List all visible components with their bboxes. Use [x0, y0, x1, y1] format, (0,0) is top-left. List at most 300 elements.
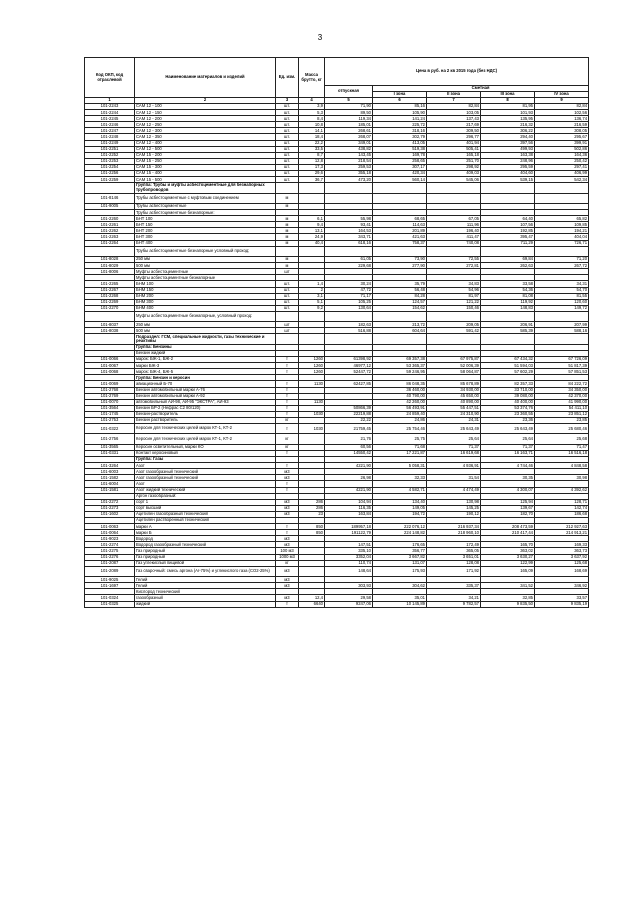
cell-release-price: 29,58	[325, 595, 373, 601]
cell-weight: 6640	[299, 601, 325, 607]
cell-weight: 13,1	[299, 228, 325, 234]
cell-zone-2: 45 650,00	[427, 393, 481, 399]
cell-zone-2: 545,06	[427, 177, 481, 183]
cell-code: 101-2254	[85, 164, 135, 170]
cell-code: 101-8037	[85, 322, 135, 328]
cell-zone-3: 107,56	[481, 222, 535, 228]
cell-weight: 3,9	[299, 104, 325, 110]
cell-zone-1: 85,16	[373, 104, 427, 110]
cell-weight: 8,7	[299, 152, 325, 158]
cell-zone-4: 16 516,18	[535, 450, 589, 456]
cell-code	[85, 246, 135, 256]
cell-release-price: 335,10	[325, 548, 373, 554]
cell-code: 101-2259	[85, 177, 135, 183]
cell-unit: т	[276, 405, 299, 411]
cell-name: САМ 12 - 350	[135, 134, 276, 140]
column-number: 3	[276, 98, 299, 104]
cell-release-price: 516,88	[325, 328, 373, 334]
cell-unit: т	[276, 450, 299, 456]
cell-code: 101-1697	[85, 583, 135, 589]
cell-zone-3: 135,95	[481, 116, 535, 122]
cell-zone-3: 4 744,46	[481, 463, 535, 469]
cell-code: 101-3564	[85, 405, 135, 411]
cell-weight: 12,4	[299, 595, 325, 601]
cell-zone-2: 145,25	[427, 505, 481, 511]
cell-zone-2: 9 782,57	[427, 601, 481, 607]
cell-zone-4: 34,31	[535, 281, 589, 287]
cell-zone-1: 277,90	[373, 263, 427, 269]
cell-zone-4: 164,36	[535, 152, 589, 158]
cell-zone-1: 35,79	[373, 281, 427, 287]
cell-unit: шт.	[276, 146, 299, 152]
cell-zone-2: 505,41	[427, 146, 481, 152]
cell-release-price: 438,82	[325, 146, 373, 152]
cell-zone-1: 131,07	[373, 560, 427, 566]
cell-zone-4: 542,34	[535, 177, 589, 183]
cell-zone-4: 346,92	[535, 583, 589, 589]
header-release-price: отпускная	[325, 86, 373, 98]
cell-name: марок: БЖ-4, БЖ-5	[135, 369, 276, 375]
cell-code: 101-6004	[85, 481, 135, 487]
cell-unit: шт	[276, 269, 299, 275]
cell-name: САМ 12 - 300	[135, 128, 276, 134]
cell-zone-2	[427, 193, 481, 203]
cell-zone-4: 168,69	[535, 566, 589, 576]
table-body	[85, 104, 589, 608]
cell-code: 101-2251	[85, 146, 135, 152]
cell-zone-2: 52 006,39	[427, 363, 481, 369]
cell-unit: м3	[276, 511, 299, 517]
cell-unit: т	[276, 524, 299, 530]
cell-unit	[276, 311, 299, 321]
cell-release-price: 22219,88	[325, 411, 373, 417]
cell-unit: м3	[276, 505, 299, 511]
cell-code: 101-2245	[85, 116, 135, 122]
cell-zone-2: 85 678,89	[427, 381, 481, 387]
cell-unit: шт.	[276, 299, 299, 305]
cell-zone-4: 23,85	[535, 417, 589, 423]
cell-zone-2: 130,98	[427, 499, 481, 505]
cell-code: 101-8146	[85, 193, 135, 203]
cell-zone-3: 499,93	[481, 146, 535, 152]
cell-release-price: 229,68	[325, 263, 373, 269]
cell-code: 101-2275	[85, 548, 135, 554]
cell-zone-3	[481, 311, 535, 321]
cell-zone-3: 67 434,32	[481, 357, 535, 363]
cell-release-price: 46977,12	[325, 363, 373, 369]
cell-name: САМ 12 - 150	[135, 110, 276, 116]
cell-release-price: 55,98	[325, 216, 373, 222]
cell-zone-1: 69 357,38	[373, 357, 427, 363]
cell-weight: 1130	[299, 399, 325, 405]
cell-name: Гелий	[135, 583, 276, 589]
cell-code: 101-0325	[85, 601, 135, 607]
cell-release-price: 473,20	[325, 177, 373, 183]
cell-zone-1: 421,63	[373, 234, 427, 240]
cell-zone-2: 81,97	[427, 293, 481, 299]
cell-zone-3: 165,70	[481, 542, 535, 548]
cell-name: САМ 12 - 500	[135, 146, 276, 152]
cell-unit: т	[276, 393, 299, 399]
cell-code: 101-2087	[85, 560, 135, 566]
cell-unit: т	[276, 357, 299, 363]
cell-name: САМ 12 - 200	[135, 116, 276, 122]
cell-name: Кислород технический	[135, 589, 276, 595]
cell-zone-4	[535, 246, 589, 256]
cell-name: Газ углекислый пищевой	[135, 560, 276, 566]
cell-name: 500 мм	[135, 328, 276, 334]
cell-code: 101-9023	[85, 536, 135, 542]
cell-release-price: 110,74	[325, 560, 373, 566]
cell-name: САМ 15 - 300	[135, 164, 276, 170]
table-row	[85, 601, 589, 607]
cell-weight: 1260	[299, 369, 325, 375]
cell-zone-1: 169,78	[373, 152, 427, 158]
cell-zone-2: 72,55	[427, 257, 481, 263]
cell-weight: 8,4	[299, 116, 325, 122]
cell-weight: 6,1	[299, 216, 325, 222]
cell-code: 101-8006	[85, 269, 135, 275]
cell-zone-3: 206,91	[481, 322, 535, 328]
cell-unit: т	[276, 411, 299, 417]
cell-release-price	[325, 311, 373, 321]
column-number: 4	[299, 98, 325, 104]
cell-zone-2: 121,22	[427, 299, 481, 305]
cell-weight: 29,6	[299, 171, 325, 177]
cell-name: БНМ 300	[135, 299, 276, 305]
cell-zone-3: 9 835,50	[481, 601, 535, 607]
cell-zone-3: 71,37	[481, 444, 535, 450]
cell-zone-1: 36 460,00	[373, 387, 427, 393]
cell-zone-3: 216,32	[481, 122, 535, 128]
cell-zone-1: 32,33	[373, 475, 427, 481]
cell-code: 101-2753	[85, 417, 135, 423]
cell-name: Газ сварочный: смесь аргона (Ar-75%) и углекислого газа (CO2-25%)	[135, 566, 276, 576]
cell-zone-3: 585,39	[481, 328, 535, 334]
cell-zone-4: 128,71	[535, 499, 589, 505]
cell-weight: 1130	[299, 381, 325, 387]
cell-zone-2: 409,03	[427, 171, 481, 177]
cell-zone-2: 365,05	[427, 548, 481, 554]
cell-unit: шт	[276, 328, 299, 334]
cell-release-price: 9247,06	[325, 601, 373, 607]
cell-zone-4: 207,99	[535, 322, 589, 328]
cell-zone-3: 82 357,33	[481, 381, 535, 387]
cell-release-price: 52447,72	[325, 369, 373, 375]
cell-release-price: 61,05	[325, 257, 373, 263]
cell-unit: шт.	[276, 171, 299, 177]
cell-zone-1: 224 148,82	[373, 530, 427, 536]
cell-unit: т	[276, 363, 299, 369]
cell-zone-1: 17 221,87	[373, 450, 427, 456]
cell-unit: 100 м3	[276, 548, 299, 554]
cell-zone-1: 25 754,46	[373, 424, 427, 434]
cell-zone-4: 267,72	[535, 263, 589, 269]
cell-unit: шт.	[276, 281, 299, 287]
cell-code: 101-2756	[85, 434, 135, 444]
cell-zone-2: 740,08	[427, 240, 481, 246]
cell-code: 101-2268	[85, 293, 135, 299]
cell-zone-1: 56 493,91	[373, 405, 427, 411]
cell-release-price: 618,16	[325, 240, 373, 246]
cell-zone-2: 25 643,49	[427, 424, 481, 434]
cell-zone-4: 404,04	[535, 234, 589, 240]
cell-code: 101-2252	[85, 152, 135, 158]
cell-zone-4: 297,41	[535, 164, 589, 170]
cell-zone-3: 294,40	[481, 134, 535, 140]
cell-code: 101-2267	[85, 287, 135, 293]
cell-weight: 1260	[299, 357, 325, 363]
cell-zone-3: 122,99	[481, 560, 535, 566]
cell-zone-4: 25,68	[535, 434, 589, 444]
cell-weight: 5,1	[299, 299, 325, 305]
cell-name: САМ 15 - 400	[135, 171, 276, 177]
cell-name: газообразный	[135, 595, 276, 601]
cell-code: 101-2265	[85, 281, 135, 287]
cell-zone-2: 34,21	[427, 595, 481, 601]
cell-zone-3: 40 400,00	[481, 399, 535, 405]
cell-zone-4: 406,99	[535, 171, 589, 177]
cell-zone-2: 209,05	[427, 322, 481, 328]
cell-zone-1: 124,57	[373, 299, 427, 305]
cell-zone-4	[535, 183, 589, 193]
cell-zone-4: 23 851,12	[535, 411, 589, 417]
cell-weight: 40,4	[299, 240, 325, 246]
cell-weight: 1030	[299, 424, 325, 434]
cell-zone-1: 24,86	[373, 417, 427, 423]
cell-release-price: 259,53	[325, 164, 373, 170]
cell-zone-2: 34,83	[427, 281, 481, 287]
cell-code: 101-2253	[85, 158, 135, 164]
cell-weight: 286	[299, 505, 325, 511]
cell-name: Муфты асбестоцементные безнапорные, условный проход:	[135, 311, 276, 321]
cell-name: БНТ 400	[135, 240, 276, 246]
cell-zone-2: 67,05	[427, 216, 481, 222]
cell-name: Трубы асбестоцементные	[135, 204, 276, 210]
cell-zone-4: 502,86	[535, 146, 589, 152]
column-number: 9	[535, 98, 589, 104]
cell-zone-4: 67 726,09	[535, 357, 589, 363]
cell-release-price: 71,90	[325, 104, 373, 110]
cell-release-price: 30,24	[325, 281, 373, 287]
cell-unit	[276, 334, 299, 344]
cell-unit: шт.	[276, 110, 299, 116]
cell-zone-1: 413,05	[373, 140, 427, 146]
cell-name: САМ 12 - 400	[135, 140, 276, 146]
cell-unit: шт.	[276, 140, 299, 146]
cell-release-price: 189957,18	[325, 524, 373, 530]
cell-zone-4: 25 680,46	[535, 424, 589, 434]
cell-name: БНТ 150	[135, 222, 276, 228]
cell-zone-3: 69,84	[481, 257, 535, 263]
cell-zone-4: 81,55	[535, 293, 589, 299]
cell-zone-1: 201,89	[373, 228, 427, 234]
cell-zone-4: 4 392,62	[535, 487, 589, 493]
cell-zone-1: 258,65	[373, 158, 427, 164]
cell-unit: т	[276, 463, 299, 469]
cell-code: 101-0069	[85, 381, 135, 387]
cell-release-price	[325, 193, 373, 203]
cell-release-price: 61398,92	[325, 357, 373, 363]
cell-name: Бензин автомобильный марки А-76	[135, 387, 276, 393]
cell-code: 101-2260	[85, 216, 135, 222]
cell-zone-1	[373, 193, 427, 203]
cell-zone-2: 217,69	[427, 122, 481, 128]
cell-zone-4: 169,33	[535, 542, 589, 548]
cell-name: Азот газообразный технический	[135, 469, 276, 475]
cell-zone-2: 31,54	[427, 475, 481, 481]
table-row	[85, 193, 589, 203]
cell-name: САМ 12 - 100	[135, 104, 276, 110]
cell-zone-4: 194,21	[535, 228, 589, 234]
header-estimate: Сметная	[373, 86, 589, 92]
cell-release-price: 89,50	[325, 110, 373, 116]
cell-weight: 3,1	[299, 293, 325, 299]
cell-zone-4: 726,71	[535, 240, 589, 246]
cell-name: Керосин для технических целей марок КТ-1, КТ-2	[135, 434, 276, 444]
cell-code: 101-0070	[85, 399, 135, 405]
cell-weight: 2	[299, 287, 325, 293]
cell-unit: 1000 м3	[276, 554, 299, 560]
cell-name: Азот газообразный технический	[135, 475, 276, 481]
cell-name: Азот	[135, 481, 276, 487]
cell-release-price	[325, 334, 373, 344]
cell-weight: 12,8	[299, 158, 325, 164]
cell-zone-4: 71,20	[535, 257, 589, 263]
cell-unit: кг	[276, 560, 299, 566]
cell-code: 101-2274	[85, 542, 135, 548]
cell-release-price: 349,01	[325, 140, 373, 146]
cell-zone-1: 420,34	[373, 171, 427, 177]
column-number: 5	[325, 98, 373, 104]
cell-zone-3: 23,36	[481, 417, 535, 423]
header-code: Код ОКП, код отраслевой	[85, 58, 135, 98]
cell-zone-1: 40 790,00	[373, 393, 427, 399]
cell-release-price	[325, 183, 373, 193]
cell-unit: м3	[276, 499, 299, 505]
cell-name: Бензин-растворитель	[135, 411, 276, 417]
cell-name: БНМ 200	[135, 293, 276, 299]
cell-zone-4: 30,98	[535, 475, 589, 481]
cell-code: 101-9005	[85, 204, 135, 210]
header-zone-4: IV зона	[535, 92, 589, 98]
section-row	[85, 334, 589, 344]
cell-name: Группа: Бензины	[135, 344, 276, 350]
cell-name: САМ 12 - 250	[135, 122, 276, 128]
cell-zone-1: 213,72	[373, 322, 427, 328]
cell-unit: т	[276, 369, 299, 375]
cell-zone-2: 25,64	[427, 434, 481, 444]
header-unit: Ед. изм.	[276, 58, 299, 98]
cell-release-price: 191122,79	[325, 530, 373, 536]
cell-unit: м3	[276, 583, 299, 589]
cell-zone-2: 272,81	[427, 263, 481, 269]
cell-weight: 1260	[299, 363, 325, 369]
cell-zone-4: 9 835,19	[535, 601, 589, 607]
cell-name: Трубы асбестоцементные безнапорные условный проход:	[135, 246, 276, 256]
cell-code: 101-8029	[85, 263, 135, 269]
cell-name: марок: БЖ-1, БЖ-2	[135, 357, 276, 363]
cell-zone-1: 24 859,40	[373, 411, 427, 417]
cell-name: БНТ 300	[135, 234, 276, 240]
cell-zone-3: 125,94	[481, 499, 535, 505]
cell-zone-2: 111,96	[427, 222, 481, 228]
cell-release-price: 71,17	[325, 293, 373, 299]
cell-code: 101-2768	[85, 387, 135, 393]
cell-zone-4: 4 848,58	[535, 463, 589, 469]
cell-code: 101-2244	[85, 110, 135, 116]
cell-code: 101-1582	[85, 475, 135, 481]
cell-weight: 23	[299, 511, 325, 517]
cell-unit: м	[276, 257, 299, 263]
cell-unit: шт	[276, 322, 299, 328]
cell-code: 101-2256	[85, 171, 135, 177]
cell-zone-3: 101,93	[481, 110, 535, 116]
cell-zone-2: 218 960,10	[427, 530, 481, 536]
cell-zone-4: 41 990,00	[535, 399, 589, 405]
cell-name: сорт 1	[135, 499, 276, 505]
cell-zone-3	[481, 183, 535, 193]
cell-name: Трубы асбестоцементные с муфтовым соединением	[135, 193, 276, 203]
cell-zone-2: 137,43	[427, 116, 481, 122]
cell-code: 101-8028	[85, 257, 135, 263]
cell-zone-4: 109,85	[535, 222, 589, 228]
cell-zone-2: 24 310,90	[427, 411, 481, 417]
cell-name: Ацетилен растворенный технический	[135, 517, 276, 523]
cell-unit: м3	[276, 536, 299, 542]
cell-zone-1: 141,24	[373, 116, 427, 122]
cell-unit: кг	[276, 444, 299, 450]
cell-zone-1: 5 058,31	[373, 463, 427, 469]
header-zone-2: II зона	[427, 92, 481, 98]
cell-unit: кг	[276, 417, 299, 423]
cell-zone-2: 411,47	[427, 234, 481, 240]
cell-name: Муфты асбестоцементные	[135, 269, 276, 275]
cell-release-price: 104,94	[325, 499, 373, 505]
cell-weight: 1030	[299, 411, 325, 417]
table-row	[85, 424, 589, 434]
cell-zone-3: 57 602,29	[481, 369, 535, 375]
cell-zone-3: 165,09	[481, 566, 535, 576]
cell-zone-3: 25 643,49	[481, 424, 535, 434]
cell-zone-1	[373, 246, 427, 256]
cell-unit: т	[276, 601, 299, 607]
cell-name: Керосин осветительный, марки КО	[135, 444, 276, 450]
cell-zone-1: 42 260,00	[373, 399, 427, 405]
cell-zone-1: 222 076,12	[373, 524, 427, 530]
cell-unit	[276, 246, 299, 256]
section-row	[85, 183, 589, 193]
cell-zone-4: 57 851,53	[535, 369, 589, 375]
cell-release-price: 60,56	[325, 444, 373, 450]
cell-weight: 9,4	[299, 222, 325, 228]
cell-zone-1: 154,62	[373, 305, 427, 311]
cell-release-price: 4221,90	[325, 487, 373, 493]
cell-unit: т	[276, 424, 299, 434]
cell-zone-2: 67 975,87	[427, 357, 481, 363]
cell-zone-4: 399,91	[535, 140, 589, 146]
cell-zone-2: 401,94	[427, 140, 481, 146]
cell-code: 101-1602	[85, 511, 135, 517]
cell-code: 101-0064	[85, 530, 135, 536]
cell-zone-1	[373, 311, 427, 321]
cell-release-price: 185,01	[325, 122, 373, 128]
cell-unit: м	[276, 263, 299, 269]
cell-code: 101-0331	[85, 450, 135, 456]
cell-release-price: 147,51	[325, 542, 373, 548]
cell-name: САМ 15 - 200	[135, 152, 276, 158]
cell-name: марки А	[135, 524, 276, 530]
